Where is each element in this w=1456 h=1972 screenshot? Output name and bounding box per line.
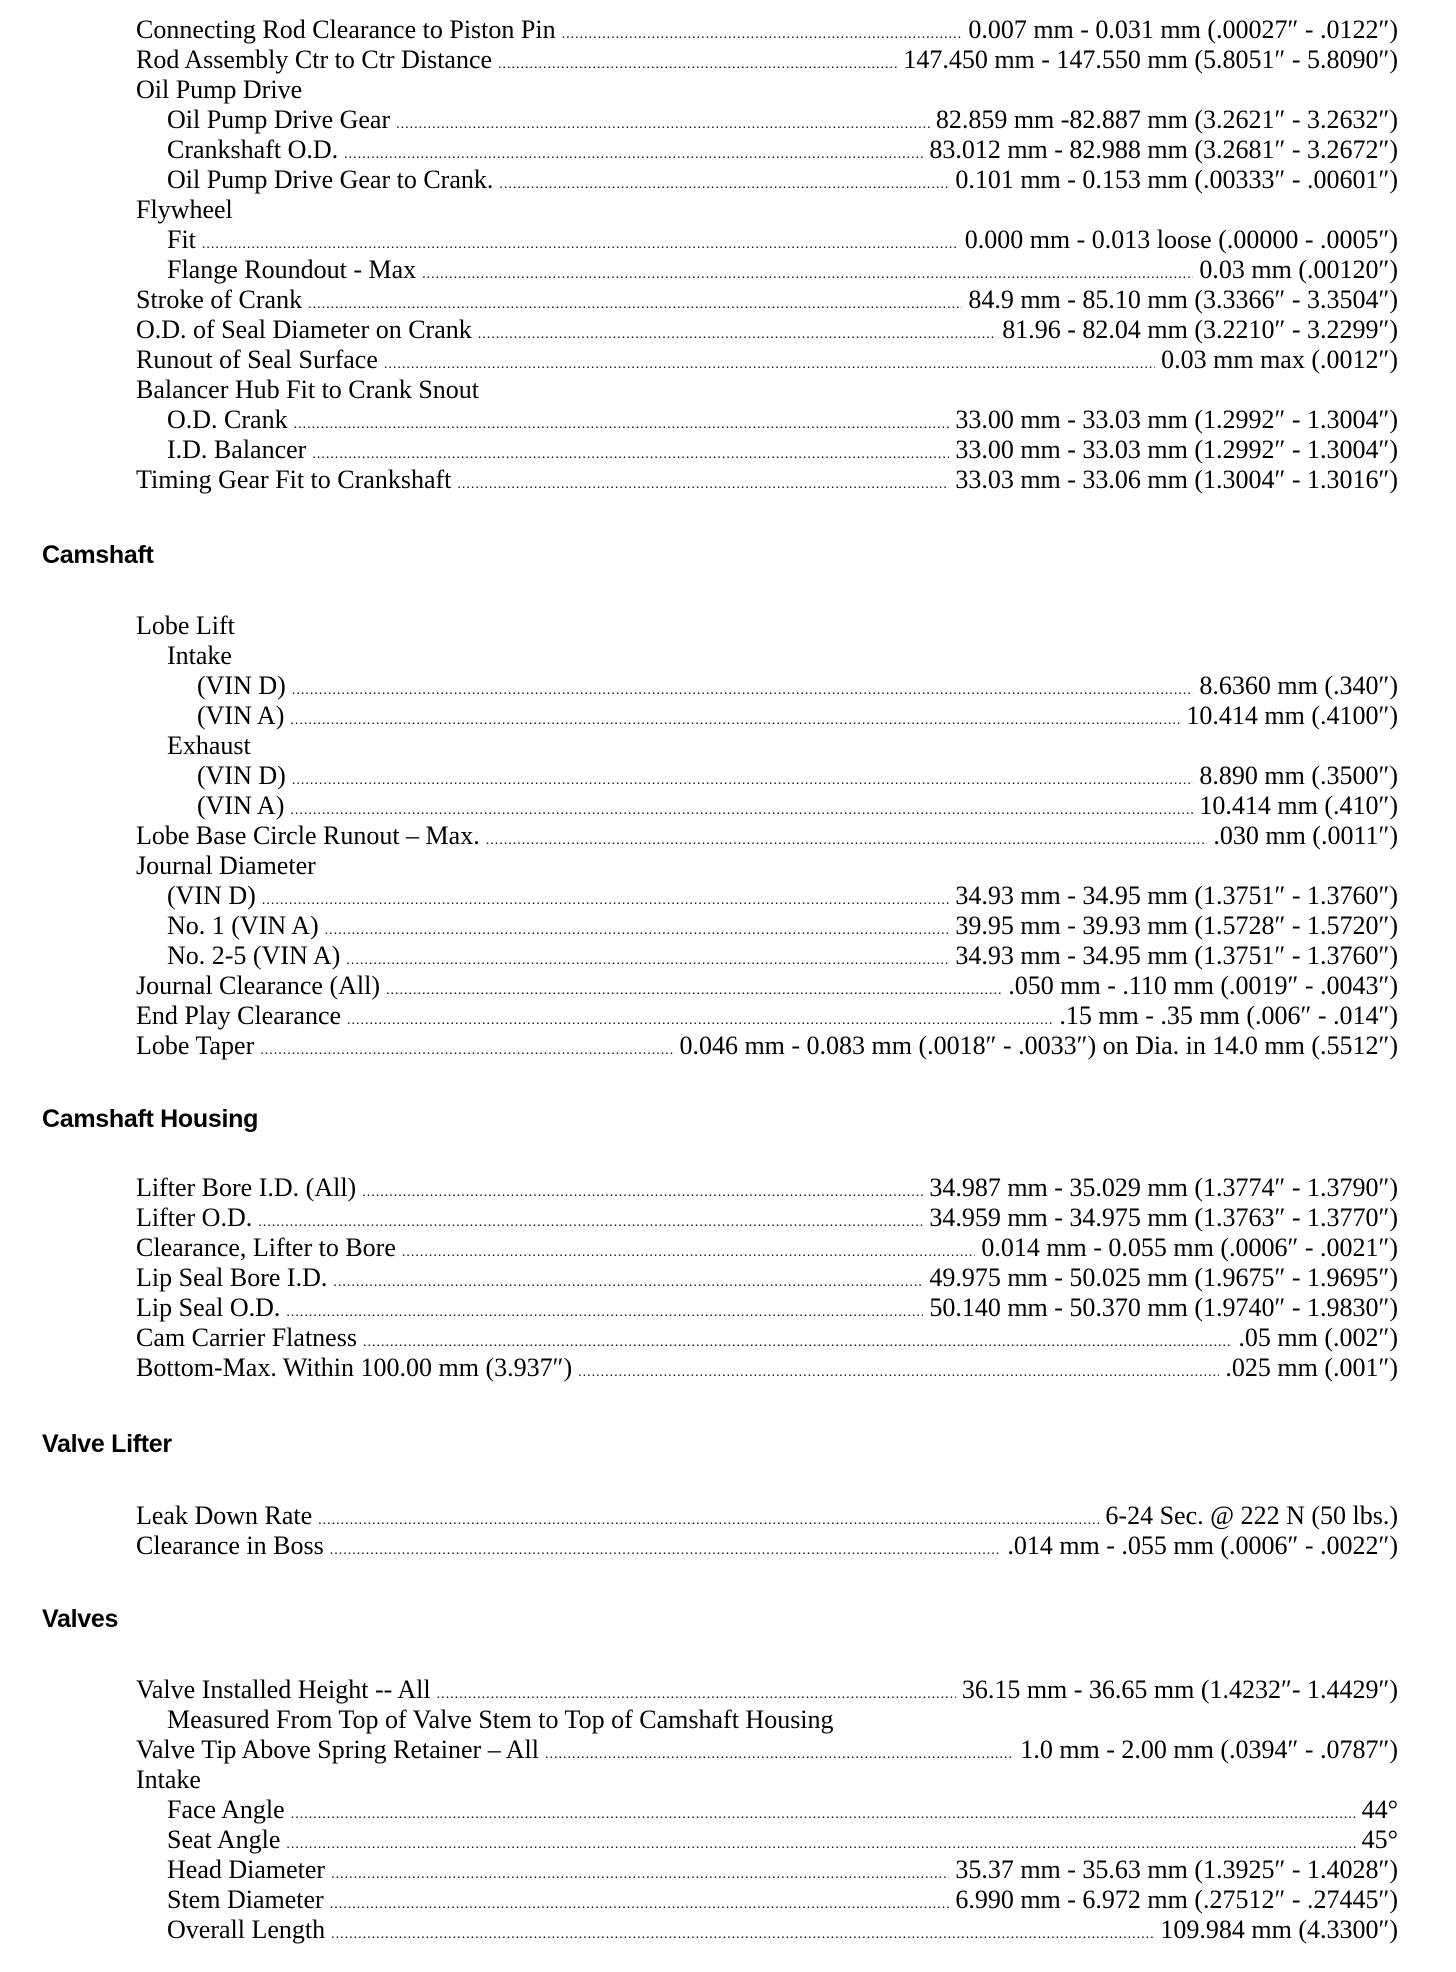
spec-value: 82.859 mm -82.887 mm (3.2621″ - 3.2632″) xyxy=(935,105,1398,134)
spec-value: 35.37 mm - 35.63 mm (1.3925″ - 1.4028″) xyxy=(955,1855,1398,1884)
spec-value: 44° xyxy=(1361,1795,1398,1824)
spec-value: 33.00 mm - 33.03 mm (1.2992″ - 1.3004″) xyxy=(955,435,1398,464)
spec-label: Timing Gear Fit to Crankshaft xyxy=(136,465,452,494)
spec-label: I.D. Balancer xyxy=(167,435,307,464)
spec-value: 0.007 mm - 0.031 mm (.00027″ - .0122″) xyxy=(968,15,1398,44)
spec-label: O.D. of Seal Diameter on Crank xyxy=(136,315,472,344)
spec-label: No. 2-5 (VIN A) xyxy=(167,941,341,970)
spec-label: Head Diameter xyxy=(167,1855,326,1884)
dot-leader xyxy=(290,706,1180,736)
spec-label: Oil Pump Drive Gear xyxy=(167,105,391,134)
spec-label: Oil Pump Drive Gear to Crank. xyxy=(167,165,494,194)
spec-row xyxy=(136,135,1398,165)
spec-value: 33.03 mm - 33.06 mm (1.3004″ - 1.3016″) xyxy=(955,465,1398,494)
spec-label: Oil Pump Drive xyxy=(136,75,303,104)
spec-row xyxy=(136,1233,1398,1263)
spec-row xyxy=(136,1825,1398,1855)
spec-value: 34.959 mm - 34.975 mm (1.3763″ - 1.3770″) xyxy=(929,1203,1398,1232)
spec-row xyxy=(136,1915,1398,1945)
spec-value: 50.140 mm - 50.370 mm (1.9740″ - 1.9830″) xyxy=(929,1293,1398,1322)
spec-label: Leak Down Rate xyxy=(136,1501,313,1530)
spec-label: Balancer Hub Fit to Crank Snout xyxy=(136,375,480,404)
spec-value: 34.987 mm - 35.029 mm (1.3774″ - 1.3790″) xyxy=(929,1173,1398,1202)
dot-leader xyxy=(362,1178,923,1208)
spec-row xyxy=(136,671,1398,701)
spec-row xyxy=(136,105,1398,135)
spec-row xyxy=(136,315,1398,345)
spec-label: Cam Carrier Flatness xyxy=(136,1323,357,1352)
dot-leader xyxy=(498,50,897,80)
section-heading: Camshaft xyxy=(42,541,154,569)
spec-row xyxy=(136,881,1398,911)
spec-row xyxy=(136,761,1398,791)
spec-row xyxy=(136,971,1398,1001)
spec-row xyxy=(136,941,1398,971)
dot-leader xyxy=(262,886,950,916)
spec-row xyxy=(136,911,1398,941)
dot-leader xyxy=(325,916,950,946)
spec-label: Valve Installed Height -- All xyxy=(136,1675,431,1704)
spec-list xyxy=(136,1501,1398,1561)
spec-row xyxy=(136,791,1398,821)
spec-row xyxy=(136,345,1398,375)
spec-value: 109.984 mm (4.3300″) xyxy=(1160,1915,1398,1944)
dot-leader xyxy=(291,1800,1356,1830)
spec-row xyxy=(136,1501,1398,1531)
spec-row xyxy=(136,1263,1398,1293)
dot-leader xyxy=(260,1036,673,1066)
spec-list xyxy=(136,1675,1398,1945)
dot-leader xyxy=(545,1740,1014,1770)
spec-row xyxy=(136,1323,1398,1353)
spec-label: Bottom-Max. Within 100.00 mm (3.937″) xyxy=(136,1353,573,1382)
spec-value: 6.990 mm - 6.972 mm (.27512″ - .27445″) xyxy=(955,1885,1398,1914)
spec-value: .05 mm (.002″) xyxy=(1238,1323,1398,1352)
dot-leader xyxy=(330,1536,1002,1566)
spec-label: Lifter Bore I.D. (All) xyxy=(136,1173,357,1202)
dot-leader xyxy=(292,766,1194,796)
spec-label: (VIN D) xyxy=(197,761,286,790)
spec-row xyxy=(136,1203,1398,1233)
dot-leader xyxy=(318,1506,1099,1536)
spec-row xyxy=(136,255,1398,285)
spec-label: Seat Angle xyxy=(167,1825,281,1854)
spec-label: (VIN D) xyxy=(167,881,256,910)
spec-label: Intake xyxy=(136,1765,201,1794)
section-heading: Camshaft Housing xyxy=(42,1105,259,1133)
spec-label: Overall Length xyxy=(167,1915,326,1944)
section-heading: Valve Lifter xyxy=(42,1430,172,1458)
spec-row xyxy=(136,1885,1398,1915)
spec-label: Flange Roundout - Max xyxy=(167,255,417,284)
spec-row xyxy=(136,611,1398,641)
dot-leader xyxy=(331,1860,949,1890)
spec-label: (VIN A) xyxy=(197,791,285,820)
spec-list xyxy=(136,611,1398,1061)
spec-value: 10.414 mm (.4100″) xyxy=(1186,701,1398,730)
spec-label: O.D. Crank xyxy=(167,405,288,434)
spec-row xyxy=(136,405,1398,435)
spec-value: 39.95 mm - 39.93 mm (1.5728″ - 1.5720″) xyxy=(955,911,1398,940)
spec-value: .030 mm (.0011″) xyxy=(1213,821,1398,850)
spec-row xyxy=(136,1353,1398,1383)
spec-row xyxy=(136,1705,1398,1735)
spec-label: Connecting Rod Clearance to Piston Pin xyxy=(136,15,556,44)
dot-leader xyxy=(292,676,1194,706)
dot-leader xyxy=(457,470,949,500)
spec-value: 0.101 mm - 0.153 mm (.00333″ - .00601″) xyxy=(955,165,1398,194)
dot-leader xyxy=(346,946,949,976)
spec-value: 34.93 mm - 34.95 mm (1.3751″ - 1.3760″) xyxy=(955,881,1398,910)
spec-label: Measured From Top of Valve Stem to Top of Camshaft Housing xyxy=(167,1705,834,1734)
dot-leader xyxy=(478,320,997,350)
spec-label: (VIN D) xyxy=(197,671,286,700)
spec-row xyxy=(136,1031,1398,1061)
dot-leader xyxy=(286,1298,923,1328)
spec-label: Journal Diameter xyxy=(136,851,316,880)
spec-row xyxy=(136,821,1398,851)
spec-label: Face Angle xyxy=(167,1795,285,1824)
spec-row xyxy=(136,641,1398,671)
spec-label: Crankshaft O.D. xyxy=(167,135,339,164)
spec-label: Flywheel xyxy=(136,195,233,224)
spec-label: (VIN A) xyxy=(197,701,285,730)
spec-label: Fit xyxy=(167,225,196,254)
spec-value: 0.046 mm - 0.083 mm (.0018″ - .0033″) on Dia. in 14.0 mm (.5512″) xyxy=(679,1031,1398,1060)
spec-value: 0.014 mm - 0.055 mm (.0006″ - .0021″) xyxy=(981,1233,1398,1262)
spec-row xyxy=(136,1001,1398,1031)
spec-row xyxy=(136,465,1398,495)
dot-leader xyxy=(396,110,930,140)
spec-label: Rod Assembly Ctr to Ctr Distance xyxy=(136,45,493,74)
spec-row xyxy=(136,1675,1398,1705)
spec-label: Lobe Lift xyxy=(136,611,235,640)
dot-leader xyxy=(402,1238,975,1268)
dot-leader xyxy=(333,1268,923,1298)
spec-row xyxy=(136,701,1398,731)
spec-value: 147.450 mm - 147.550 mm (5.8051″ - 5.8090″) xyxy=(903,45,1398,74)
spec-label: Clearance in Boss xyxy=(136,1531,324,1560)
dot-leader xyxy=(486,826,1208,856)
dot-leader xyxy=(578,1358,1219,1388)
spec-value: 36.15 mm - 36.65 mm (1.4232″- 1.4429″) xyxy=(961,1675,1398,1704)
spec-row xyxy=(136,1293,1398,1323)
spec-label: Runout of Seal Surface xyxy=(136,345,378,374)
spec-row xyxy=(136,225,1398,255)
spec-list xyxy=(136,1173,1398,1383)
spec-label: Clearance, Lifter to Bore xyxy=(136,1233,396,1262)
section-heading: Valves xyxy=(42,1605,119,1633)
spec-value: 10.414 mm (.410″) xyxy=(1199,791,1398,820)
dot-leader xyxy=(331,1920,1154,1950)
spec-label: Lobe Taper xyxy=(136,1031,255,1060)
spec-label: Lobe Base Circle Runout – Max. xyxy=(136,821,480,850)
spec-value: 34.93 mm - 34.95 mm (1.3751″ - 1.3760″) xyxy=(955,941,1398,970)
spec-value: 84.9 mm - 85.10 mm (3.3366″ - 3.3504″) xyxy=(968,285,1398,314)
spec-value: 6-24 Sec. @ 222 N (50 lbs.) xyxy=(1105,1501,1398,1530)
spec-value: .025 mm (.001″) xyxy=(1225,1353,1398,1382)
spec-label: Intake xyxy=(167,641,232,670)
spec-row xyxy=(136,1735,1398,1765)
spec-row xyxy=(136,15,1398,45)
dot-leader xyxy=(330,1890,950,1920)
spec-value: .050 mm - .110 mm (.0019″ - .0043″) xyxy=(1008,971,1398,1000)
spec-label: Lip Seal Bore I.D. xyxy=(136,1263,328,1292)
spec-value: 33.00 mm - 33.03 mm (1.2992″ - 1.3004″) xyxy=(955,405,1398,434)
spec-value: 0.000 mm - 0.013 loose (.00000 - .0005″) xyxy=(964,225,1398,254)
spec-value: 83.012 mm - 82.988 mm (3.2681″ - 3.2672″) xyxy=(929,135,1398,164)
spec-value: 45° xyxy=(1361,1825,1398,1854)
spec-row xyxy=(136,435,1398,465)
spec-label: End Play Clearance xyxy=(136,1001,342,1030)
dot-leader xyxy=(499,170,949,200)
spec-label: Lip Seal O.D. xyxy=(136,1293,281,1322)
spec-label: Journal Clearance (All) xyxy=(136,971,381,1000)
spec-label: Stem Diameter xyxy=(167,1885,324,1914)
spec-row xyxy=(136,1173,1398,1203)
spec-list xyxy=(136,15,1398,495)
spec-label: Valve Tip Above Spring Retainer – All xyxy=(136,1735,539,1764)
dot-leader xyxy=(294,410,950,440)
spec-label: No. 1 (VIN A) xyxy=(167,911,319,940)
dot-leader xyxy=(384,350,1155,380)
spec-row xyxy=(136,285,1398,315)
spec-value: .15 mm - .35 mm (.006″ - .014″) xyxy=(1059,1001,1398,1030)
spec-row xyxy=(136,45,1398,75)
spec-value: .014 mm - .055 mm (.0006″ - .0022″) xyxy=(1007,1531,1398,1560)
spec-value: 49.975 mm - 50.025 mm (1.9675″ - 1.9695″) xyxy=(929,1263,1398,1292)
dot-leader xyxy=(386,976,1002,1006)
spec-value: 1.0 mm - 2.00 mm (.0394″ - .0787″) xyxy=(1020,1735,1398,1764)
spec-value: 8.890 mm (.3500″) xyxy=(1199,761,1398,790)
spec-value: 8.6360 mm (.340″) xyxy=(1199,671,1398,700)
spec-label: Lifter O.D. xyxy=(136,1203,253,1232)
spec-value: 0.03 mm max (.0012″) xyxy=(1161,345,1398,374)
spec-label: Stroke of Crank xyxy=(136,285,303,314)
spec-label: Exhaust xyxy=(167,731,251,760)
spec-row xyxy=(136,1795,1398,1825)
spec-value: 81.96 - 82.04 mm (3.2210″ - 3.2299″) xyxy=(1002,315,1398,344)
spec-row xyxy=(136,165,1398,195)
spec-value: 0.03 mm (.00120″) xyxy=(1199,255,1398,284)
dot-leader xyxy=(562,20,963,50)
